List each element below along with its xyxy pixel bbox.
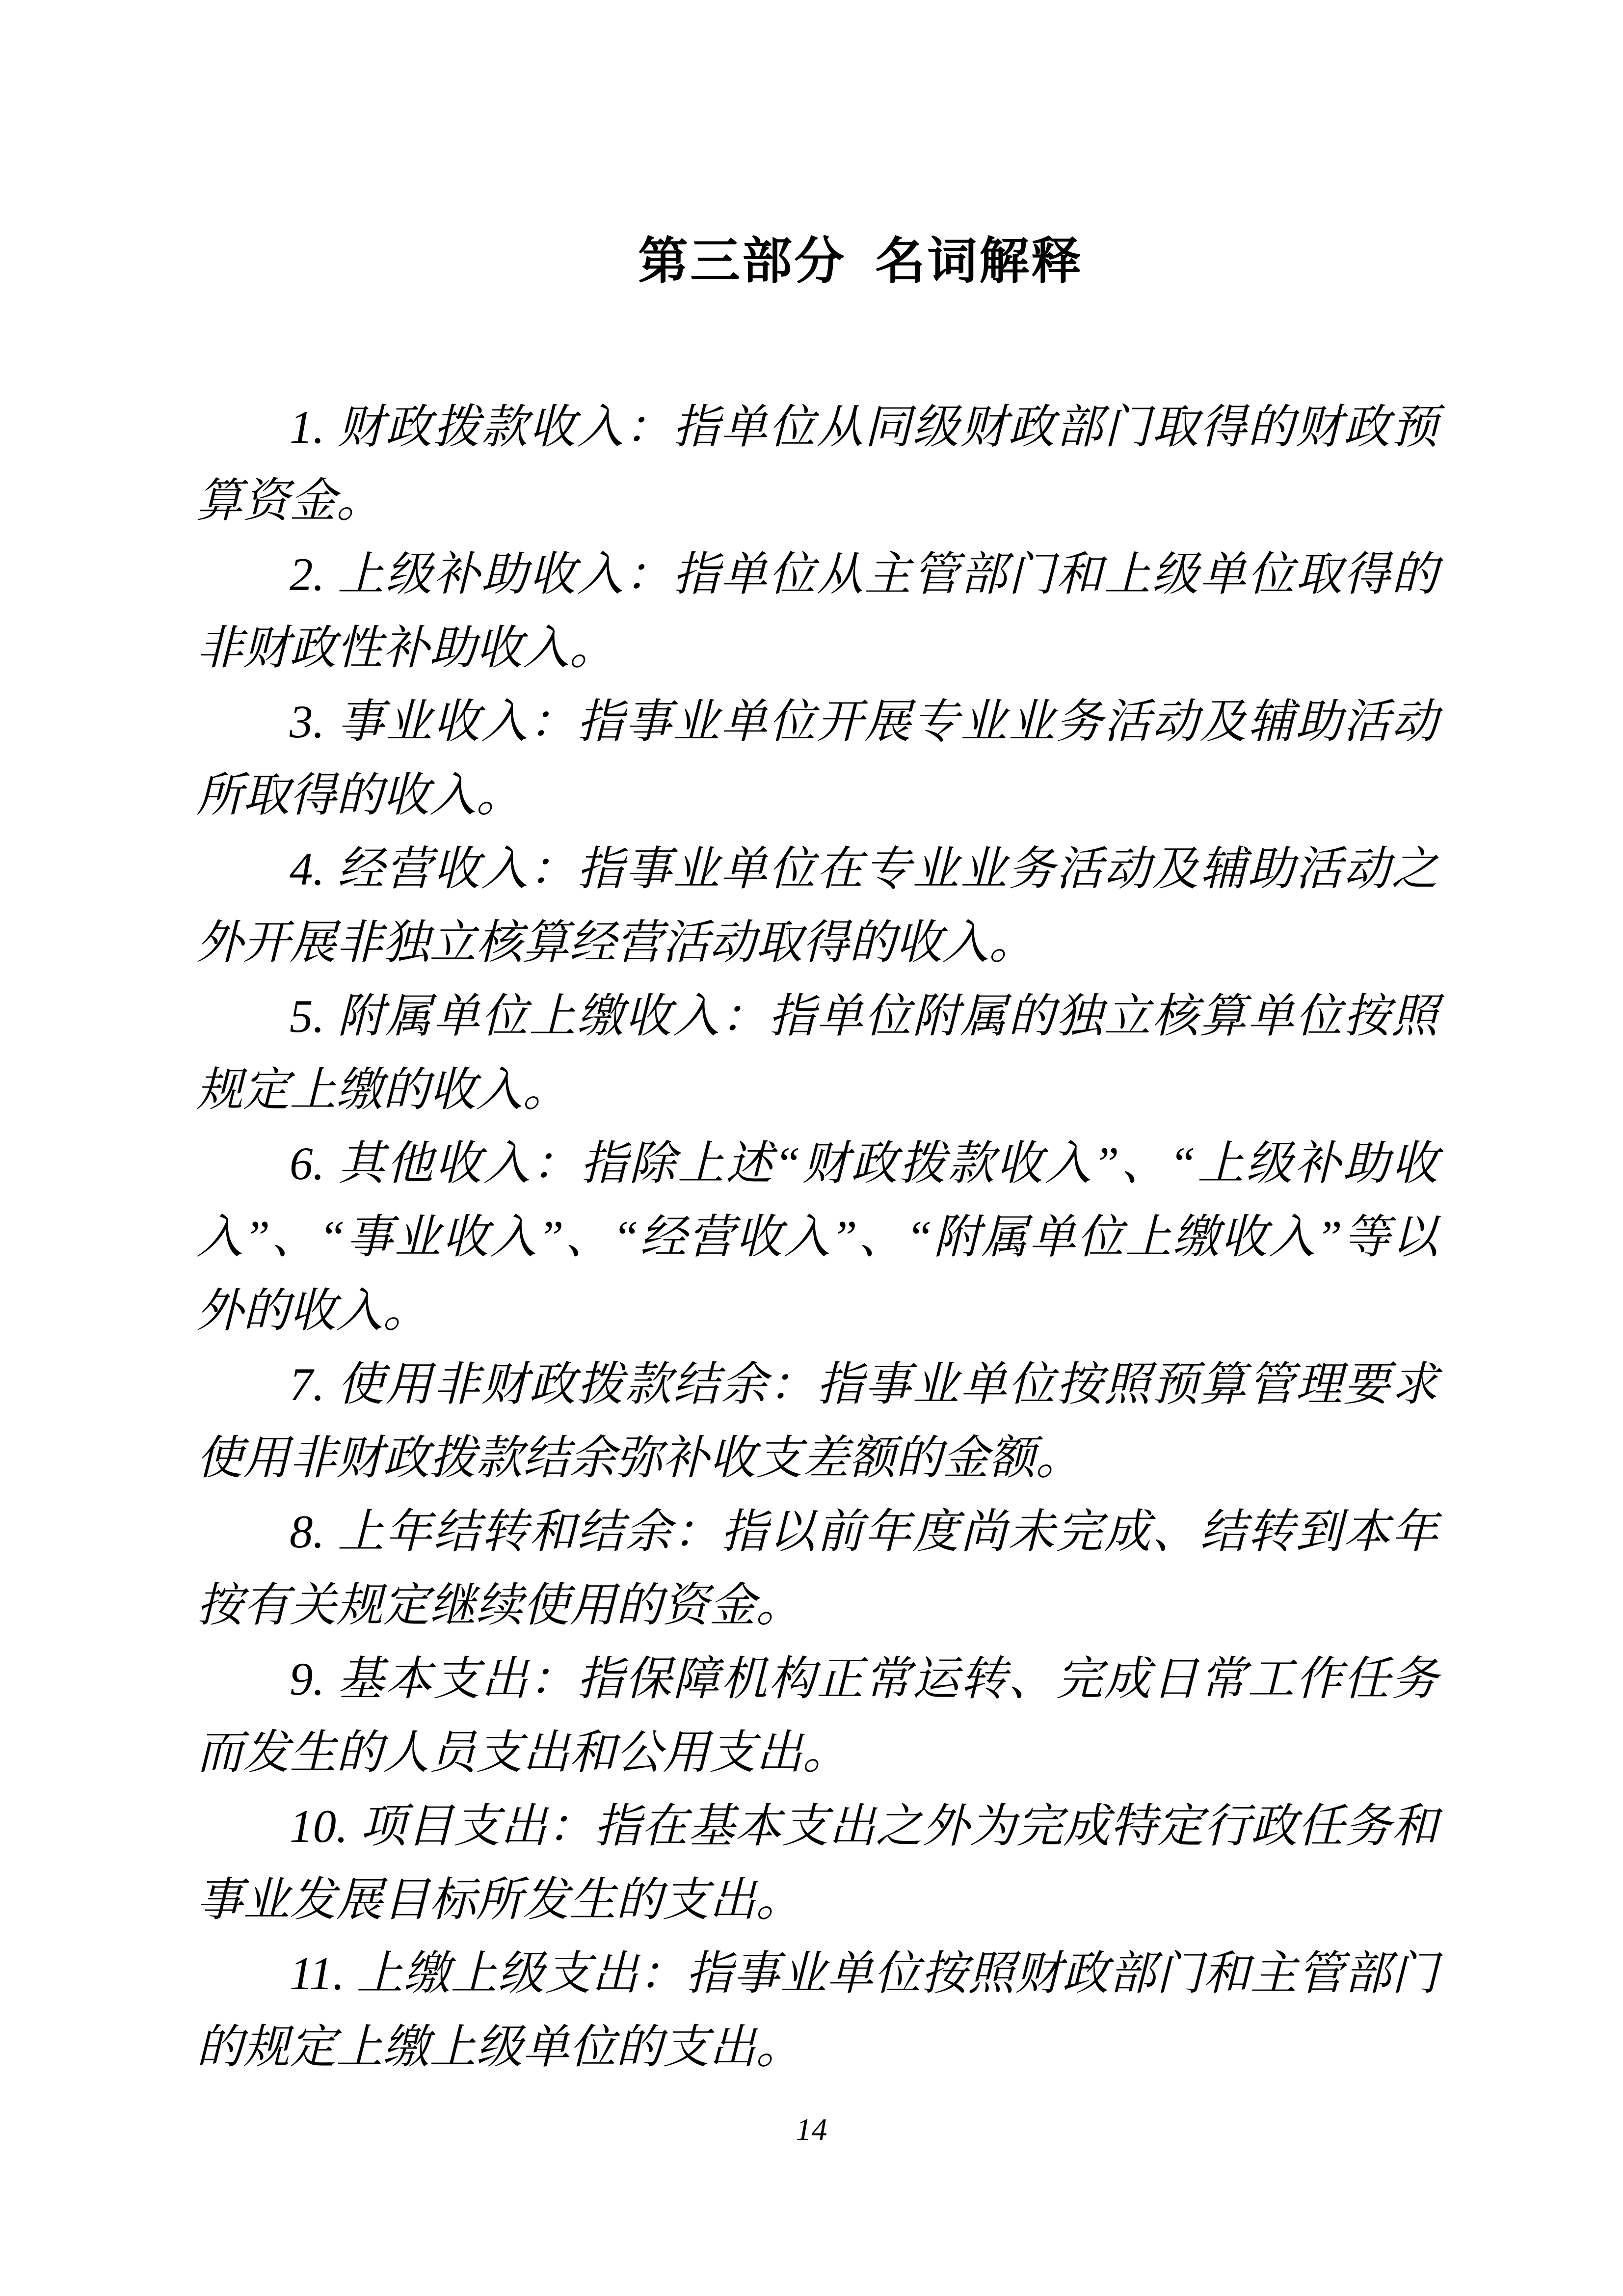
definition-paragraph: 11. 上缴上级支出：指事业单位按照财政部门和主管部门的规定上缴上级单位的支出。 (196, 1947, 1438, 2073)
definition-paragraph: 9. 基本支出：指保障机构正常运转、完成日常工作任务而发生的人员支出和公用支出。 (196, 1653, 1438, 1779)
definition-paragraph: 10. 项目支出：指在基本支出之外为完成特定行政任务和事业发展目标所发生的支出。 (196, 1800, 1438, 1926)
definition-paragraph: 2. 上级补助收入：指单位从主管部门和上级单位取得的非财政性补助收入。 (196, 548, 1438, 674)
definition-paragraph: 1. 财政拨款收入：指单位从同级财政部门取得的财政预算资金。 (196, 401, 1438, 527)
page-number: 14 (796, 2112, 827, 2147)
definition-paragraph: 5. 附属单位上缴收入：指单位附属的独立核算单位按照规定上缴的收入。 (196, 990, 1438, 1116)
definition-paragraph: 6. 其他收入：指除上述“财政拨款收入”、“上级补助收入”、“事业收入”、“经营收入”、“附属单位上缴收入”等以外的收入。 (196, 1137, 1438, 1337)
section-title: 第三部分 名词解释 (638, 234, 1083, 290)
definition-paragraph: 4. 经营收入：指事业单位在专业业务活动及辅助活动之外开展非独立核算经营活动取得的收入。 (196, 843, 1438, 969)
glossary-definitions-list (196, 390, 1438, 2084)
definition-paragraph: 7. 使用非财政拨款结余：指事业单位按照预算管理要求使用非财政拨款结余弥补收支差额的金额。 (196, 1358, 1438, 1484)
definition-paragraph: 3. 事业收入：指事业单位开展专业业务活动及辅助活动所取得的收入。 (196, 696, 1438, 821)
definition-paragraph: 8. 上年结转和结余：指以前年度尚未完成、结转到本年按有关规定继续使用的资金。 (196, 1506, 1438, 1631)
